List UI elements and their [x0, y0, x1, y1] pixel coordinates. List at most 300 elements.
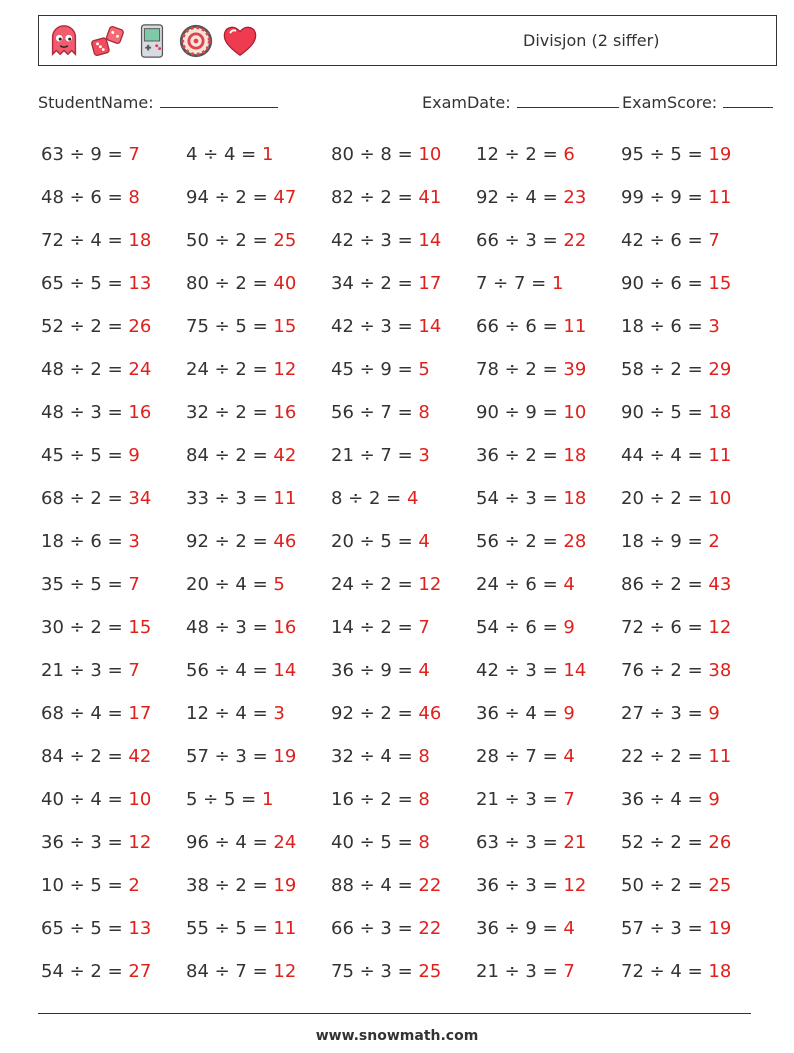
problem-question: 66 ÷ 6 = — [476, 316, 558, 337]
footer-url: www.snowmath.com — [315, 1028, 479, 1044]
problem-answer: 11 — [273, 488, 297, 509]
problem-item — [476, 484, 621, 527]
problem-answer: 16 — [273, 617, 297, 638]
problem-question: 80 ÷ 2 = — [186, 273, 268, 294]
problem-item — [186, 312, 331, 355]
problem-item — [331, 785, 476, 828]
problem-answer: 21 — [563, 832, 587, 853]
problem-answer: 10 — [128, 789, 152, 810]
problem-answer: 9 — [563, 617, 575, 638]
problem-item — [621, 226, 766, 269]
problem-item — [41, 183, 186, 226]
problem-answer: 17 — [418, 273, 442, 294]
problem-item — [621, 269, 766, 312]
problem-item — [41, 527, 186, 570]
problem-question: 92 ÷ 4 = — [476, 187, 558, 208]
problem-question: 42 ÷ 6 = — [621, 230, 703, 251]
problem-item — [186, 613, 331, 656]
problem-item — [186, 226, 331, 269]
icon-strip — [45, 21, 259, 61]
problem-question: 80 ÷ 8 = — [331, 144, 413, 165]
problem-question: 18 ÷ 6 = — [41, 531, 123, 552]
problem-question: 42 ÷ 3 = — [331, 230, 413, 251]
problem-question: 16 ÷ 2 = — [331, 789, 413, 810]
problem-item — [186, 269, 331, 312]
problem-answer: 8 — [418, 746, 430, 767]
problem-question: 34 ÷ 2 = — [331, 273, 413, 294]
problem-answer: 14 — [273, 660, 297, 681]
problem-question: 78 ÷ 2 = — [476, 359, 558, 380]
problem-question: 65 ÷ 5 = — [41, 918, 123, 939]
problem-question: 48 ÷ 2 = — [41, 359, 123, 380]
problem-question: 18 ÷ 9 = — [621, 531, 703, 552]
problem-item — [476, 140, 621, 183]
problem-answer: 4 — [563, 574, 575, 595]
heart-icon — [221, 22, 259, 60]
problem-answer: 13 — [128, 273, 152, 294]
problem-answer: 16 — [128, 402, 152, 423]
problem-answer: 2 — [128, 875, 140, 896]
problem-item — [621, 742, 766, 785]
problem-answer: 11 — [273, 918, 297, 939]
problem-question: 42 ÷ 3 = — [331, 316, 413, 337]
problem-item — [41, 828, 186, 871]
problem-item — [41, 355, 186, 398]
problem-question: 66 ÷ 3 = — [331, 918, 413, 939]
problem-item — [41, 957, 186, 1000]
problem-answer: 22 — [418, 918, 442, 939]
problem-question: 36 ÷ 9 = — [331, 660, 413, 681]
problem-item — [476, 527, 621, 570]
problem-answer: 19 — [708, 918, 732, 939]
problem-answer: 34 — [128, 488, 152, 509]
problem-question: 5 ÷ 5 = — [186, 789, 257, 810]
problem-question: 75 ÷ 5 = — [186, 316, 268, 337]
problem-question: 28 ÷ 7 = — [476, 746, 558, 767]
problem-answer: 4 — [406, 488, 419, 509]
problem-item — [331, 269, 476, 312]
problem-question: 33 ÷ 3 = — [186, 488, 268, 509]
problem-answer: 14 — [418, 316, 442, 337]
problem-item — [476, 785, 621, 828]
exam-date-field — [422, 93, 619, 112]
problem-answer: 10 — [708, 488, 732, 509]
problem-answer: 7 — [563, 789, 575, 810]
problem-answer: 4 — [418, 660, 430, 681]
problem-question: 57 ÷ 3 = — [186, 746, 268, 767]
problem-question: 36 ÷ 3 = — [476, 875, 558, 896]
problem-question: 90 ÷ 9 = — [476, 402, 558, 423]
problem-item — [186, 527, 331, 570]
student-name-label: StudentName: — [38, 93, 154, 112]
problem-question: 45 ÷ 5 = — [41, 445, 123, 466]
problem-answer: 18 — [563, 445, 587, 466]
problem-item — [331, 484, 476, 527]
problem-answer: 40 — [273, 273, 297, 294]
problem-item — [186, 398, 331, 441]
problem-item — [476, 355, 621, 398]
problem-item — [331, 312, 476, 355]
problem-answer: 9 — [128, 445, 140, 466]
problem-question: 32 ÷ 4 = — [331, 746, 413, 767]
problem-question: 90 ÷ 6 = — [621, 273, 703, 294]
problem-question: 10 ÷ 5 = — [41, 875, 123, 896]
problem-answer: 41 — [418, 187, 442, 208]
problem-question: 40 ÷ 4 = — [41, 789, 123, 810]
problem-answer: 1 — [261, 789, 274, 810]
problem-question: 21 ÷ 7 = — [331, 445, 413, 466]
problem-item — [41, 656, 186, 699]
problem-answer: 3 — [708, 316, 720, 337]
problem-answer: 19 — [273, 875, 297, 896]
problem-item — [41, 785, 186, 828]
problem-answer: 4 — [563, 918, 575, 939]
problem-answer: 11 — [708, 445, 732, 466]
problem-item — [41, 312, 186, 355]
dartboard-icon — [177, 22, 215, 60]
problem-item — [476, 183, 621, 226]
problem-answer: 16 — [273, 402, 297, 423]
problem-question: 84 ÷ 7 = — [186, 961, 268, 982]
problem-answer: 29 — [708, 359, 732, 380]
problem-item — [41, 613, 186, 656]
problem-question: 63 ÷ 9 = — [41, 144, 123, 165]
problem-answer: 42 — [128, 746, 152, 767]
problem-question: 55 ÷ 5 = — [186, 918, 268, 939]
problem-item — [476, 226, 621, 269]
problem-answer: 3 — [128, 531, 140, 552]
problem-question: 27 ÷ 3 = — [621, 703, 703, 724]
problem-answer: 18 — [563, 488, 587, 509]
problem-answer: 39 — [563, 359, 587, 380]
problem-item — [621, 355, 766, 398]
problem-answer: 8 — [418, 789, 430, 810]
problem-answer: 11 — [563, 316, 587, 337]
problem-question: 88 ÷ 4 = — [331, 875, 413, 896]
problem-question: 92 ÷ 2 = — [331, 703, 413, 724]
ghost-icon — [45, 22, 83, 60]
problem-question: 68 ÷ 2 = — [41, 488, 123, 509]
problem-item — [621, 183, 766, 226]
problem-item — [621, 914, 766, 957]
problem-answer: 24 — [128, 359, 152, 380]
problem-item — [331, 656, 476, 699]
problem-answer: 9 — [708, 703, 720, 724]
problem-question: 21 ÷ 3 = — [476, 961, 558, 982]
problem-item — [476, 312, 621, 355]
problem-item — [331, 140, 476, 183]
student-name-blank[interactable] — [160, 93, 278, 108]
problem-question: 66 ÷ 3 = — [476, 230, 558, 251]
problem-item — [41, 398, 186, 441]
problem-answer: 9 — [563, 703, 575, 724]
problem-item — [186, 785, 331, 828]
problem-question: 36 ÷ 9 = — [476, 918, 558, 939]
problem-answer: 18 — [128, 230, 152, 251]
problem-item — [186, 742, 331, 785]
problem-answer: 43 — [708, 574, 732, 595]
problem-question: 95 ÷ 5 = — [621, 144, 703, 165]
problem-question: 7 ÷ 7 = — [476, 273, 547, 294]
problem-answer: 23 — [563, 187, 587, 208]
problem-item — [41, 226, 186, 269]
problem-answer: 46 — [273, 531, 297, 552]
problem-item — [186, 699, 331, 742]
problem-item — [186, 140, 331, 183]
problem-answer: 9 — [708, 789, 720, 810]
problem-item — [621, 613, 766, 656]
problem-item — [476, 441, 621, 484]
problem-answer: 15 — [128, 617, 152, 638]
problem-answer: 15 — [273, 316, 297, 337]
problem-answer: 27 — [128, 961, 152, 982]
problem-question: 92 ÷ 2 = — [186, 531, 268, 552]
problem-answer: 47 — [273, 187, 297, 208]
problem-question: 96 ÷ 4 = — [186, 832, 268, 853]
problem-item — [476, 613, 621, 656]
problem-item — [41, 871, 186, 914]
problem-answer: 3 — [418, 445, 430, 466]
problem-item — [331, 398, 476, 441]
problem-item — [41, 441, 186, 484]
problem-answer: 25 — [418, 961, 442, 982]
problem-grid — [41, 140, 771, 1000]
exam-date-label: ExamDate: — [422, 93, 511, 112]
problem-item — [621, 871, 766, 914]
problem-answer: 1 — [551, 273, 564, 294]
problem-question: 24 ÷ 6 = — [476, 574, 558, 595]
problem-item — [331, 570, 476, 613]
problem-question: 58 ÷ 2 = — [621, 359, 703, 380]
problem-question: 45 ÷ 9 = — [331, 359, 413, 380]
problem-answer: 42 — [273, 445, 297, 466]
problem-question: 76 ÷ 2 = — [621, 660, 703, 681]
problem-item — [476, 699, 621, 742]
problem-item — [41, 699, 186, 742]
problem-answer: 12 — [273, 359, 297, 380]
problem-question: 20 ÷ 4 = — [186, 574, 268, 595]
problem-item — [621, 441, 766, 484]
problem-question: 18 ÷ 6 = — [621, 316, 703, 337]
problem-item — [186, 441, 331, 484]
problem-answer: 7 — [128, 660, 140, 681]
exam-score-field — [622, 93, 773, 112]
problem-answer: 1 — [261, 144, 274, 165]
problem-answer: 7 — [128, 144, 140, 165]
problem-question: 20 ÷ 2 = — [621, 488, 703, 509]
problem-item — [621, 527, 766, 570]
problem-item — [621, 957, 766, 1000]
problem-item — [331, 613, 476, 656]
problem-answer: 19 — [273, 746, 297, 767]
problem-item — [621, 312, 766, 355]
problem-answer: 25 — [273, 230, 297, 251]
problem-item — [476, 828, 621, 871]
problem-answer: 2 — [708, 531, 720, 552]
problem-question: 8 ÷ 2 = — [331, 488, 402, 509]
problem-answer: 26 — [128, 316, 152, 337]
problem-question: 84 ÷ 2 = — [41, 746, 123, 767]
header-box — [38, 15, 777, 66]
problem-answer: 46 — [418, 703, 442, 724]
problem-answer: 5 — [418, 359, 430, 380]
problem-answer: 11 — [708, 187, 732, 208]
problem-answer: 18 — [708, 402, 732, 423]
problem-question: 35 ÷ 5 = — [41, 574, 123, 595]
footer-divider — [38, 1013, 751, 1014]
problem-question: 24 ÷ 2 = — [331, 574, 413, 595]
problem-item — [41, 742, 186, 785]
problem-item — [186, 871, 331, 914]
problem-question: 48 ÷ 6 = — [41, 187, 123, 208]
problem-answer: 5 — [273, 574, 285, 595]
exam-score-blank[interactable] — [723, 93, 773, 108]
problem-answer: 18 — [708, 961, 732, 982]
problem-answer: 7 — [418, 617, 430, 638]
problem-answer: 7 — [563, 961, 575, 982]
problem-item — [186, 570, 331, 613]
problem-answer: 7 — [708, 230, 720, 251]
problem-item — [621, 828, 766, 871]
problem-question: 21 ÷ 3 = — [41, 660, 123, 681]
problem-question: 48 ÷ 3 = — [186, 617, 268, 638]
problem-item — [476, 871, 621, 914]
problem-question: 21 ÷ 3 = — [476, 789, 558, 810]
problem-item — [331, 742, 476, 785]
student-name-field — [38, 93, 278, 112]
problem-item — [186, 828, 331, 871]
problem-question: 72 ÷ 4 = — [621, 961, 703, 982]
problem-answer: 38 — [708, 660, 732, 681]
problem-question: 68 ÷ 4 = — [41, 703, 123, 724]
problem-question: 20 ÷ 5 = — [331, 531, 413, 552]
problem-question: 24 ÷ 2 = — [186, 359, 268, 380]
problem-answer: 10 — [563, 402, 587, 423]
exam-score-label: ExamScore: — [622, 93, 718, 112]
problem-question: 57 ÷ 3 = — [621, 918, 703, 939]
problem-item — [41, 914, 186, 957]
problem-item — [621, 140, 766, 183]
problem-question: 14 ÷ 2 = — [331, 617, 413, 638]
problem-answer: 8 — [418, 402, 430, 423]
problem-question: 54 ÷ 3 = — [476, 488, 558, 509]
problem-answer: 10 — [418, 144, 442, 165]
problem-question: 36 ÷ 3 = — [41, 832, 123, 853]
problem-question: 32 ÷ 2 = — [186, 402, 268, 423]
problem-question: 4 ÷ 4 = — [186, 144, 257, 165]
problem-answer: 22 — [418, 875, 442, 896]
problem-answer: 26 — [708, 832, 732, 853]
problem-question: 56 ÷ 4 = — [186, 660, 268, 681]
problem-item — [476, 570, 621, 613]
problem-answer: 4 — [563, 746, 575, 767]
problem-item — [186, 656, 331, 699]
problem-question: 48 ÷ 3 = — [41, 402, 123, 423]
problem-question: 65 ÷ 5 = — [41, 273, 123, 294]
problem-question: 94 ÷ 2 = — [186, 187, 268, 208]
problem-question: 50 ÷ 2 = — [621, 875, 703, 896]
problem-item — [41, 484, 186, 527]
problem-answer: 19 — [708, 144, 732, 165]
problem-question: 54 ÷ 6 = — [476, 617, 558, 638]
dice-icon — [89, 22, 127, 60]
problem-item — [331, 226, 476, 269]
problem-answer: 4 — [418, 531, 430, 552]
problem-question: 84 ÷ 2 = — [186, 445, 268, 466]
problem-item — [621, 570, 766, 613]
problem-question: 36 ÷ 2 = — [476, 445, 558, 466]
problem-question: 72 ÷ 4 = — [41, 230, 123, 251]
problem-question: 12 ÷ 4 = — [186, 703, 268, 724]
problem-answer: 12 — [273, 961, 297, 982]
problem-answer: 28 — [563, 531, 587, 552]
exam-date-blank[interactable] — [517, 93, 619, 108]
problem-question: 12 ÷ 2 = — [476, 144, 558, 165]
problem-answer: 12 — [418, 574, 442, 595]
problem-item — [41, 140, 186, 183]
problem-item — [331, 441, 476, 484]
problem-item — [621, 398, 766, 441]
problem-question: 38 ÷ 2 = — [186, 875, 268, 896]
problem-question: 54 ÷ 2 = — [41, 961, 123, 982]
problem-answer: 24 — [273, 832, 297, 853]
problem-item — [621, 656, 766, 699]
problem-question: 72 ÷ 6 = — [621, 617, 703, 638]
problem-item — [331, 957, 476, 1000]
problem-answer: 7 — [128, 574, 140, 595]
problem-answer: 22 — [563, 230, 587, 251]
problem-answer: 11 — [708, 746, 732, 767]
problem-question: 82 ÷ 2 = — [331, 187, 413, 208]
problem-answer: 8 — [418, 832, 430, 853]
problem-question: 44 ÷ 4 = — [621, 445, 703, 466]
problem-question: 90 ÷ 5 = — [621, 402, 703, 423]
problem-item — [476, 742, 621, 785]
problem-question: 36 ÷ 4 = — [476, 703, 558, 724]
problem-item — [186, 957, 331, 1000]
problem-answer: 14 — [563, 660, 587, 681]
problem-item — [331, 828, 476, 871]
problem-item — [186, 914, 331, 957]
problem-answer: 6 — [563, 144, 575, 165]
problem-question: 99 ÷ 9 = — [621, 187, 703, 208]
problem-question: 52 ÷ 2 = — [41, 316, 123, 337]
problem-question: 75 ÷ 3 = — [331, 961, 413, 982]
problem-answer: 12 — [708, 617, 732, 638]
problem-item — [186, 484, 331, 527]
problem-item — [41, 269, 186, 312]
problem-question: 63 ÷ 3 = — [476, 832, 558, 853]
problem-question: 56 ÷ 2 = — [476, 531, 558, 552]
problem-item — [621, 785, 766, 828]
problem-item — [476, 656, 621, 699]
problem-item — [186, 183, 331, 226]
problem-question: 22 ÷ 2 = — [621, 746, 703, 767]
problem-question: 36 ÷ 4 = — [621, 789, 703, 810]
problem-item — [331, 355, 476, 398]
problem-question: 50 ÷ 2 = — [186, 230, 268, 251]
problem-item — [331, 914, 476, 957]
problem-answer: 8 — [128, 187, 140, 208]
problem-answer: 17 — [128, 703, 152, 724]
problem-question: 86 ÷ 2 = — [621, 574, 703, 595]
problem-item — [621, 484, 766, 527]
problem-answer: 25 — [708, 875, 732, 896]
problem-question: 30 ÷ 2 = — [41, 617, 123, 638]
problem-question: 56 ÷ 7 = — [331, 402, 413, 423]
problem-item — [476, 914, 621, 957]
problem-item — [331, 699, 476, 742]
